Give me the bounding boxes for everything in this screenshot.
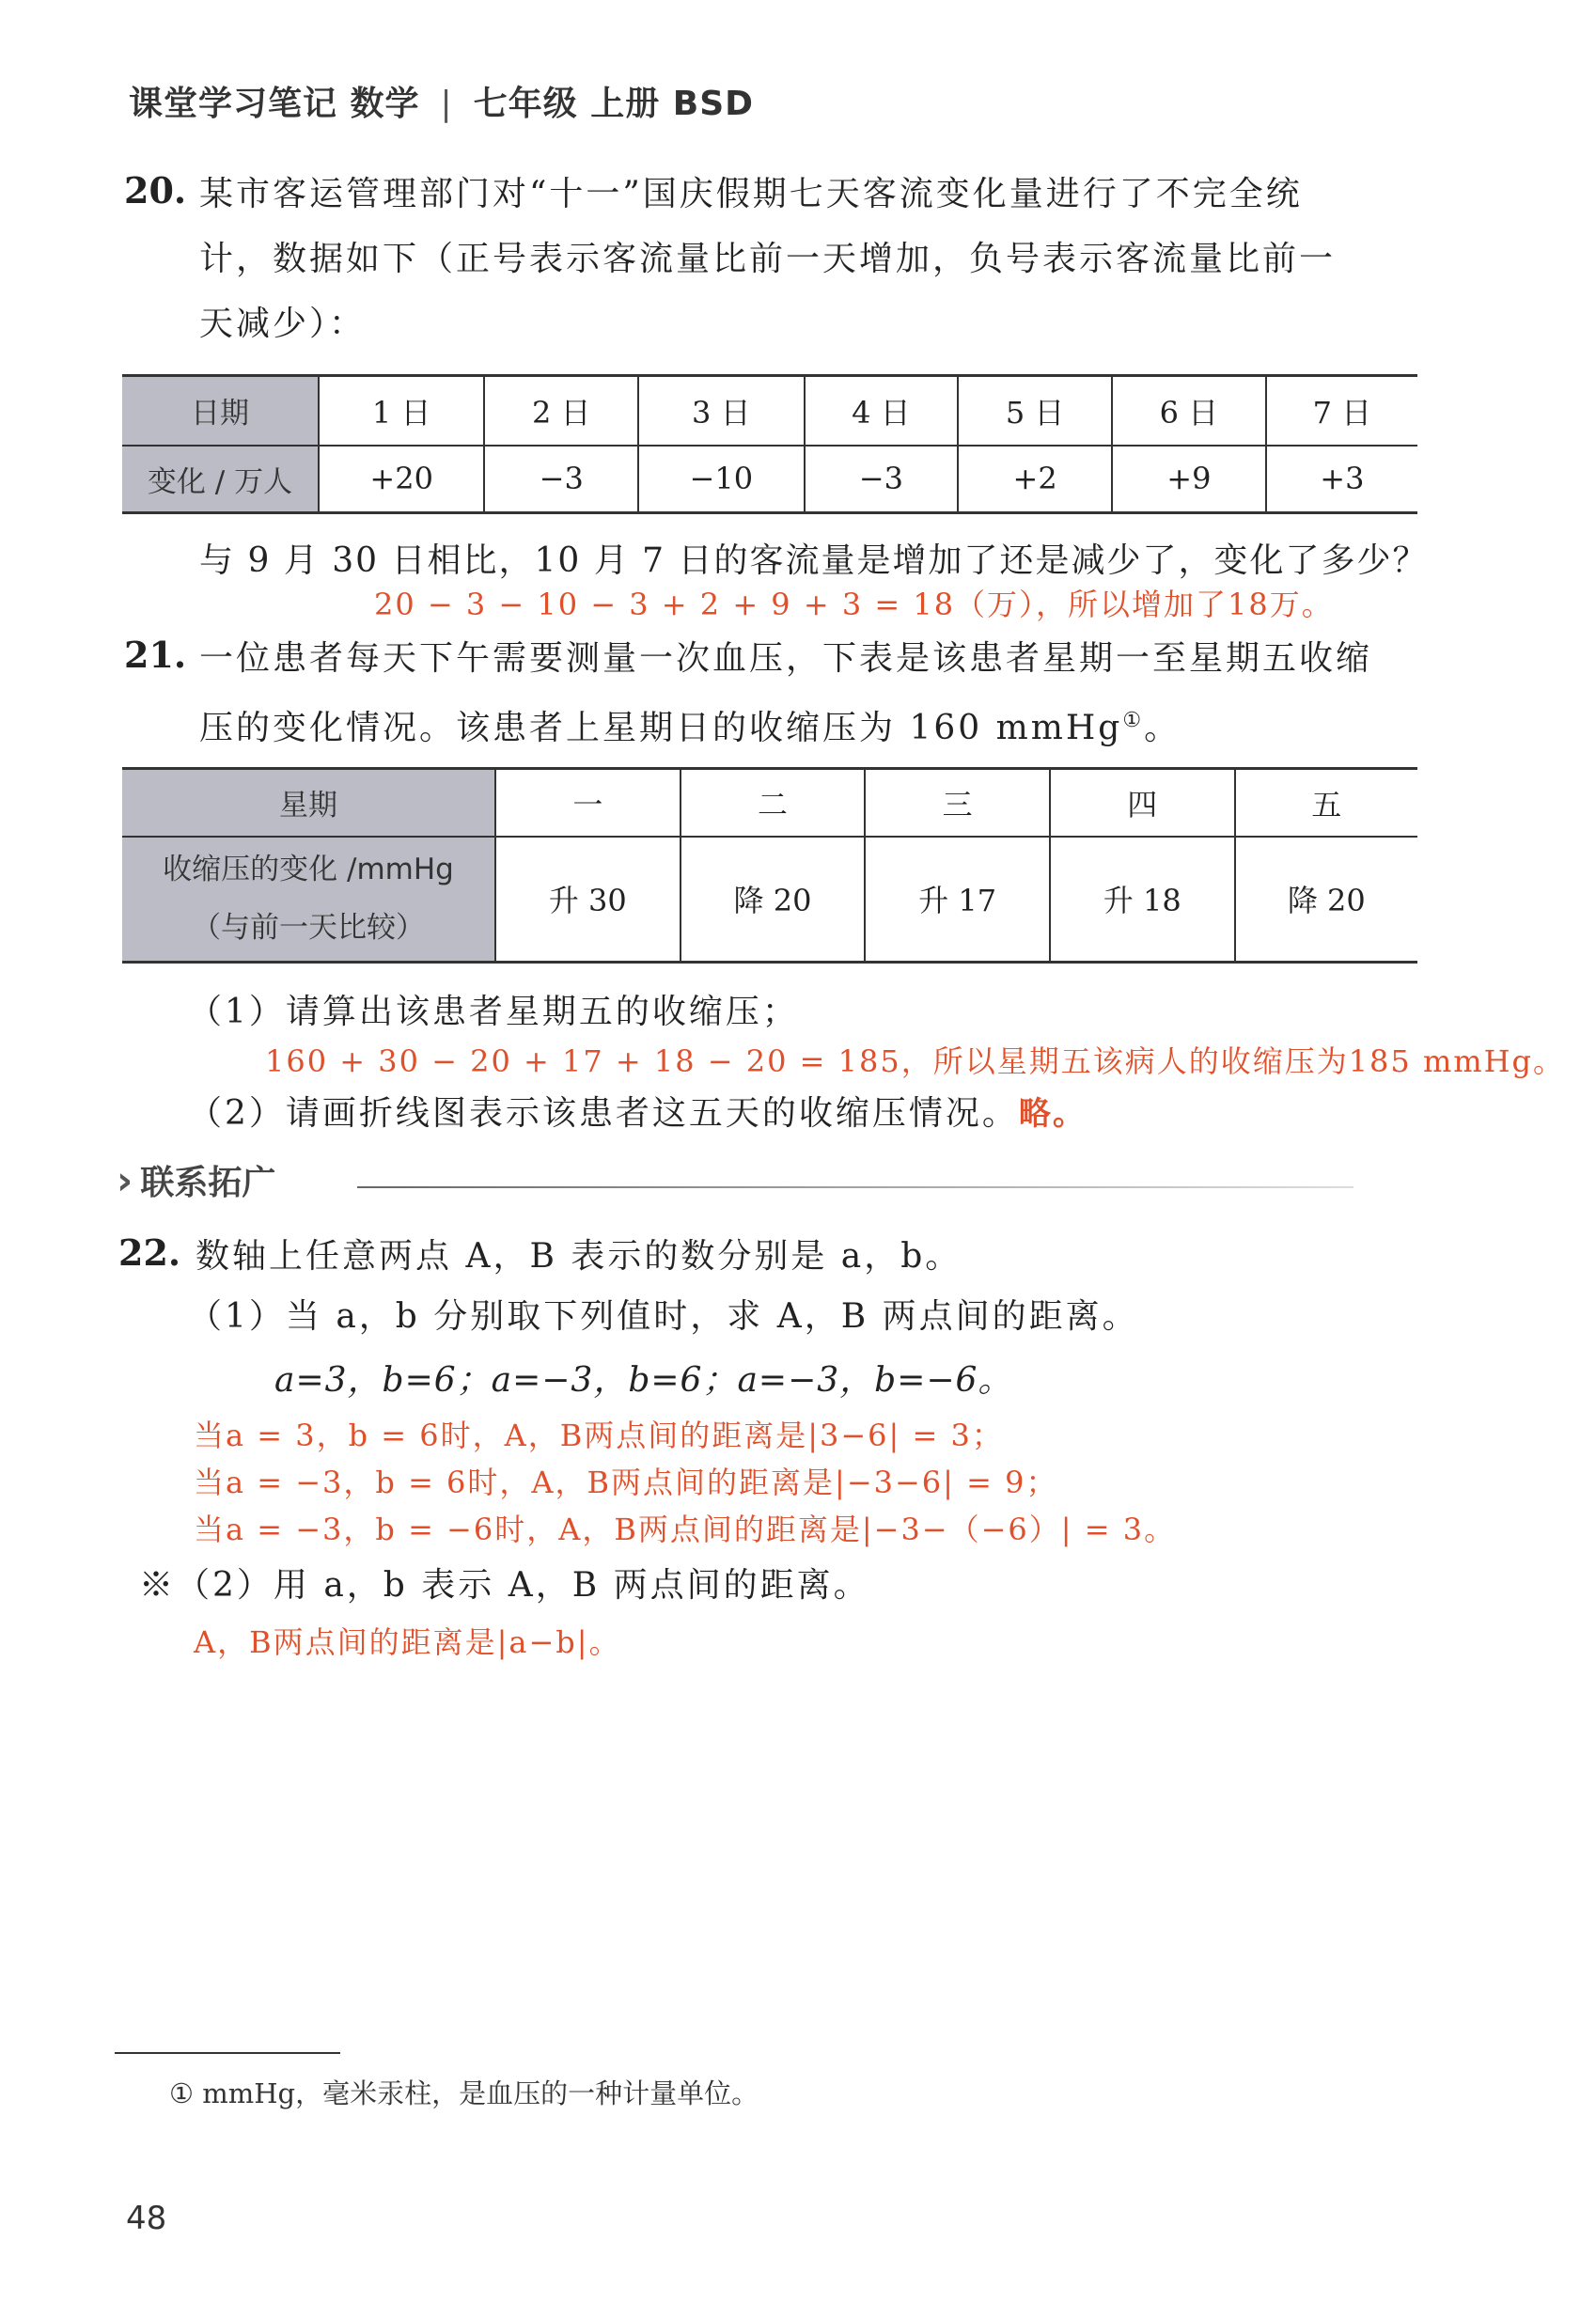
weekday-cell: 五 <box>1235 769 1417 837</box>
pressure-change-label: 收缩压的变化 /mmHg <box>163 853 454 887</box>
weekday-cell: 四 <box>1050 769 1235 837</box>
weekday-cell: 一 <box>495 769 681 837</box>
change-cell: +20 <box>319 446 484 513</box>
change-cell: −10 <box>638 446 804 513</box>
day-cell: 7 日 <box>1266 376 1417 446</box>
question-21-part-2: （2）请画折线图表示该患者这五天的收缩压情况。 <box>188 1094 1019 1133</box>
footnote-marker: ① <box>1122 709 1145 732</box>
section-title: 联系拓广 <box>140 1164 276 1202</box>
pressure-change-cell: 升 17 <box>865 837 1050 963</box>
table-header-pressure-change <box>122 837 495 963</box>
day-cell: 5 日 <box>958 376 1112 446</box>
question-22-answer-a: 当a = 3，b = 6时，A，B两点间的距离是|3−6| = 3； <box>194 1418 1004 1453</box>
weekday-cell: 三 <box>865 769 1050 837</box>
question-21-answer-2: 略。 <box>1018 1095 1087 1133</box>
question-22-values: a=3，b=6；a=−3，b=6；a=−3，b=−6。 <box>274 1361 1013 1400</box>
question-22-part-1: （1）当 a，b 分别取下列值时，求 A，B 两点间的距离。 <box>188 1297 1139 1336</box>
pressure-change-cell: 升 30 <box>495 837 681 963</box>
pressure-change-cell: 降 20 <box>1235 837 1417 963</box>
question-22-part-2: ※（2）用 a，b 表示 A，B 两点间的距离。 <box>139 1566 870 1605</box>
chevron-right-icon: › <box>117 1157 133 1203</box>
table-header-weekday: 星期 <box>122 769 495 837</box>
question-22-answer-b: 当a = −3，b = 6时，A，B两点间的距离是|−3−6| = 9； <box>194 1465 1058 1500</box>
day-cell: 2 日 <box>484 376 638 446</box>
running-header <box>129 77 754 125</box>
day-cell: 3 日 <box>638 376 804 446</box>
footnote-divider <box>115 2052 340 2054</box>
question-21-part-2-row <box>188 1087 1087 1141</box>
section-header <box>117 1156 275 1204</box>
question-21-line-2-text: 压的变化情况。该患者上星期日的收缩压为 160 mmHg <box>199 709 1123 747</box>
pressure-change-note: （与前一天比较） <box>192 911 425 946</box>
question-20-number: 20. <box>124 169 187 212</box>
question-20-answer: 20 − 3 − 10 − 3 + 2 + 9 + 3 = 18（万），所以增加了18万。 <box>374 587 1334 622</box>
question-20-line-1: 某市客运管理部门对“十一”国庆假期七天客流变化量进行了不完全统 <box>199 175 1303 213</box>
blood-pressure-table <box>122 767 1417 964</box>
book-grade: 七年级 上册 BSD <box>473 85 755 123</box>
day-cell: 1 日 <box>319 376 484 446</box>
question-21-line-2 <box>199 694 1181 756</box>
change-cell: +9 <box>1112 446 1266 513</box>
question-21-answer-1: 160 + 30 − 20 + 17 + 18 − 20 = 185，所以星期五该病人的收缩压为185 mmHg。 <box>265 1043 1566 1079</box>
change-cell: −3 <box>484 446 638 513</box>
table-header-date: 日期 <box>122 376 319 446</box>
pressure-change-cell: 降 20 <box>681 837 866 963</box>
pressure-change-cell: 升 18 <box>1050 837 1235 963</box>
header-separator: | <box>440 85 453 123</box>
question-21-part-1: （1）请算出该患者星期五的收缩压； <box>188 993 799 1031</box>
day-cell: 6 日 <box>1112 376 1266 446</box>
section-divider <box>357 1186 1353 1188</box>
footnote: ① mmHg，毫米汞柱，是血压的一种计量单位。 <box>169 2077 759 2109</box>
weekday-cell: 二 <box>681 769 866 837</box>
question-21-line-1: 一位患者每天下午需要测量一次血压，下表是该患者星期一至星期五收缩 <box>199 639 1373 678</box>
change-cell: +2 <box>958 446 1112 513</box>
page-number: 48 <box>126 2200 167 2237</box>
question-20-line-2: 计，数据如下（正号表示客流量比前一天增加，负号表示客流量比前一 <box>199 240 1337 278</box>
question-21-line-2-end: 。 <box>1144 709 1181 747</box>
question-22-answer-2: A，B两点间的距离是|a−b|。 <box>194 1624 621 1660</box>
passenger-flow-table <box>122 374 1417 514</box>
book-title: 课堂学习笔记 数学 <box>129 85 420 123</box>
day-cell: 4 日 <box>805 376 959 446</box>
table-header-change: 变化 / 万人 <box>122 446 319 513</box>
question-22-answer-c: 当a = −3，b = −6时，A，B两点间的距离是|−3−（−6）| = 3。 <box>194 1512 1177 1547</box>
change-cell: −3 <box>805 446 959 513</box>
question-21-number: 21. <box>124 634 187 676</box>
question-20-prompt: 与 9 月 30 日相比，10 月 7 日的客流量是增加了还是减少了，变化了多少？ <box>199 541 1429 580</box>
question-22-number: 22. <box>118 1231 181 1274</box>
question-20-line-3: 天减少）： <box>199 305 367 343</box>
change-cell: +3 <box>1266 446 1417 513</box>
question-22-line-1: 数轴上任意两点 A，B 表示的数分别是 a，b。 <box>196 1237 962 1276</box>
